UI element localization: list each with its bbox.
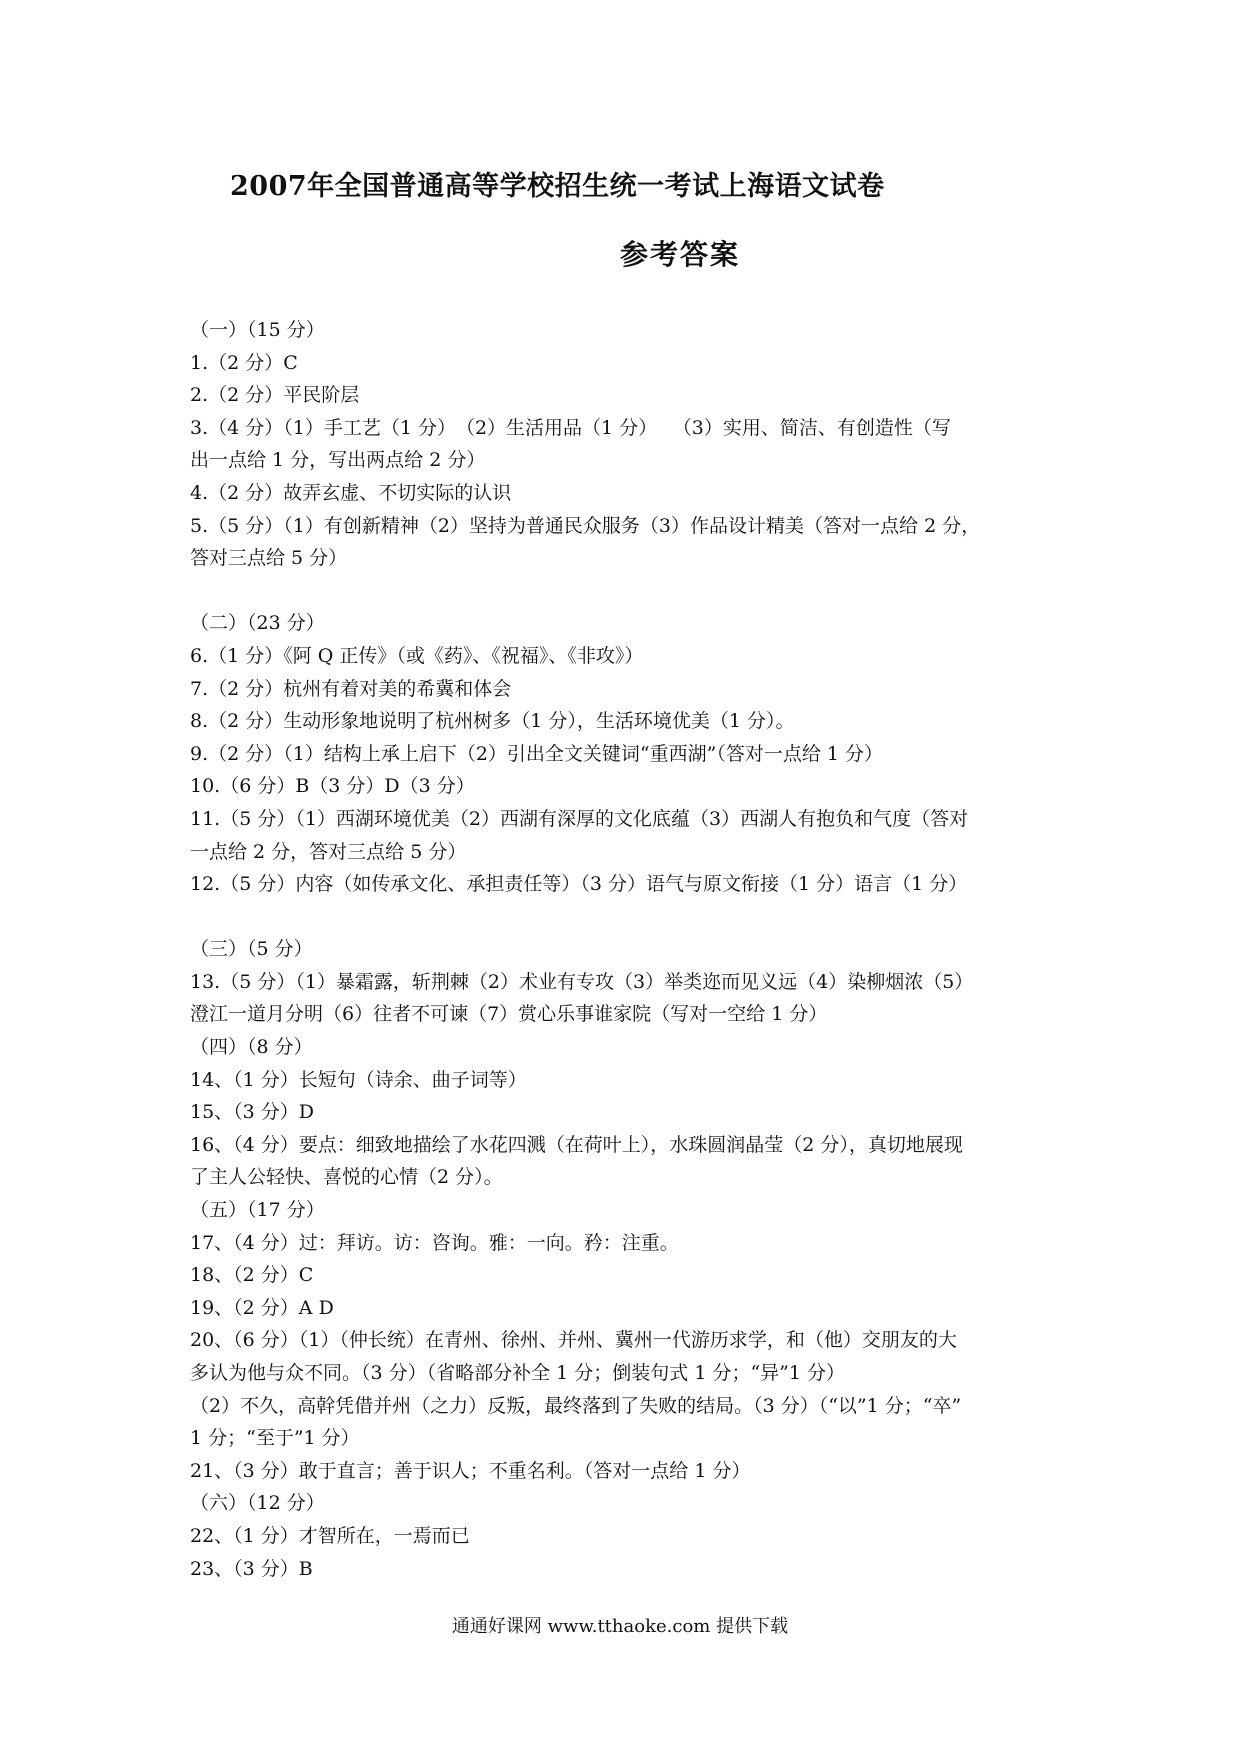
answer-line: 7.（2 分）杭州有着对美的希冀和体会 xyxy=(190,677,512,700)
answer-line: 11.（5 分）（1）西湖环境优美（2）西湖有深厚的文化底蕴（3）西湖人有抱负和气度（答对 xyxy=(190,807,969,830)
answer-line: 15、（3 分）D xyxy=(190,1101,315,1124)
answer-line: 6.（1 分）《阿 Q 正传》（或《药》、《祝福》、《非攻》） xyxy=(190,644,644,667)
answer-line: 1 分；“至于”1 分） xyxy=(190,1427,360,1450)
answer-line: 23、（3 分）B xyxy=(190,1557,313,1580)
answer-line: 4.（2 分）故弄玄虚、不切实际的认识 xyxy=(190,481,512,504)
answer-line: 17、（4 分）过：拜访。访：咨询。雅：一向。矜：注重。 xyxy=(190,1231,679,1254)
answer-line: （2）不久，高幹凭借并州（之力）反叛，最终落到了失败的结局。（3 分）（“以”1 分；“卒” xyxy=(190,1394,962,1417)
answer-line: （一）（15 分） xyxy=(190,319,325,341)
answer-line: （四）（8 分） xyxy=(190,1036,313,1059)
answer-line: （六）（12 分） xyxy=(190,1492,325,1515)
answer-line: 21、（3 分）敢于直言；善于识人；不重名利。（答对一点给 1 分） xyxy=(190,1459,751,1482)
answer-line: 16、（4 分）要点：细致地描绘了水花四溅（在荷叶上），水珠圆润晶莹（2 分），真切地展现 xyxy=(190,1133,963,1156)
answer-line: 多认为他与众不同。（3 分）（省略部分补全 1 分；倒装句式 1 分；“异”1 分） xyxy=(190,1362,846,1384)
answer-line: （二）（23 分） xyxy=(190,612,325,635)
answer-line: 2.（2 分）平民阶层 xyxy=(190,384,360,407)
answer-line: 22、（1 分）才智所在，一焉而已 xyxy=(190,1524,470,1547)
answer-body xyxy=(190,314,1065,1585)
answer-line: 14、（1 分）长短句（诗余、曲子词等） xyxy=(190,1068,527,1091)
page-title: 2007年全国普通高等学校招生统一考试上海语文试卷 xyxy=(230,171,885,202)
page-footer: 通通好课网 www.tthaoke.com 提供下载 xyxy=(451,1616,789,1637)
answer-line: 澄江一道月分明（6）往者不可谏（7）赏心乐事谁家院（写对一空给 1 分） xyxy=(190,1003,828,1026)
blank-line xyxy=(190,901,1065,934)
answer-line: 10.（6 分）B（3 分）D（3 分） xyxy=(190,775,475,798)
answer-line: 8.（2 分）生动形象地说明了杭州树多（1 分），生活环境优美（1 分）。 xyxy=(190,710,795,733)
answer-line: 了主人公轻快、喜悦的心情（2 分）。 xyxy=(190,1166,503,1189)
answer-line: 1.（2 分）C xyxy=(190,351,298,374)
answer-line: 20、（6 分）（1）（仲长统）在青州、徐州、并州、冀州一代游历求学，和（他）交朋友的大 xyxy=(190,1329,957,1352)
answer-line: （五）（17 分） xyxy=(190,1199,325,1222)
answer-line: 3.（4 分）（1）手工艺（1 分） （2）生活用品（1 分） （3）实用、简洁、有创造性（写 xyxy=(190,416,951,439)
answer-line: 13.（5 分）（1）暴霜露，斩荆棘（2）术业有专攻（3）举类迩而见义远（4）染柳烟浓（5） xyxy=(190,970,974,993)
answer-line: 一点给 2 分，答对三点给 5 分） xyxy=(190,840,467,863)
answer-line: 19、（2 分）A D xyxy=(190,1296,334,1319)
answer-line: 12.（5 分）内容（如传承文化、承担责任等）（3 分）语气与原文衔接（1 分）语言（1 分） xyxy=(190,873,968,896)
page-subtitle: 参考答案 xyxy=(619,238,740,271)
answer-line: 18、（2 分）C xyxy=(190,1264,314,1287)
blank-line xyxy=(190,575,1065,608)
answer-line: 5.（5 分）（1）有创新精神（2）坚持为普通民众服务（3）作品设计精美（答对一点给 2 分， xyxy=(190,514,981,537)
answer-line: （三）（5 分） xyxy=(190,938,313,961)
answer-line: 出一点给 1 分，写出两点给 2 分） xyxy=(190,449,486,472)
answer-line: 答对三点给 5 分） xyxy=(190,547,348,570)
answer-line: 9.（2 分）（1）结构上承上启下（2）引出全文关键词“重西湖”（答对一点给 1 分） xyxy=(190,742,884,765)
